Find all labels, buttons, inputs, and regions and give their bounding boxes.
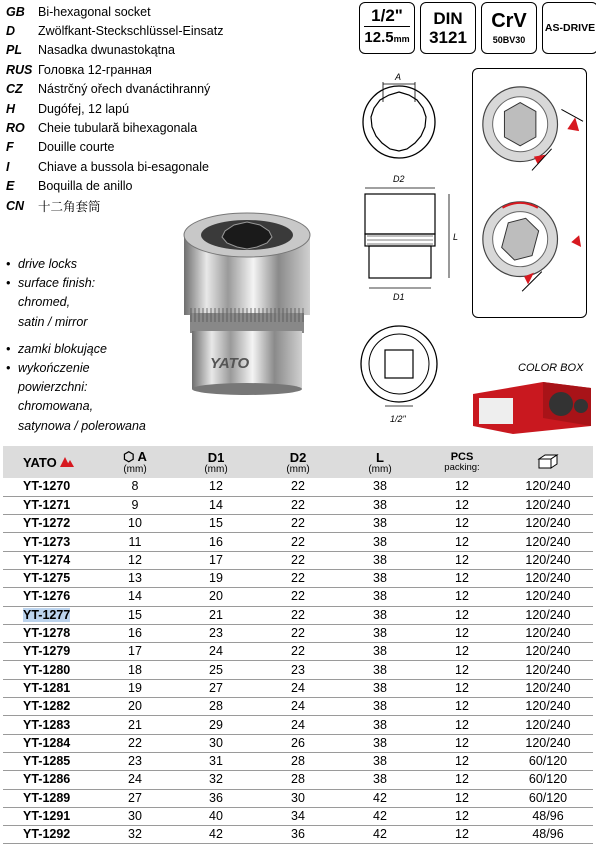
- cell-a: 10: [95, 515, 175, 533]
- cell-l: 38: [339, 515, 421, 533]
- cell-pcs: 12: [421, 716, 503, 734]
- table-row: [3, 807, 593, 825]
- cell-d2: 28: [257, 752, 339, 770]
- product-code: YT-1276: [23, 589, 71, 604]
- language-row: [6, 80, 356, 99]
- product-code: YT-1279: [23, 644, 71, 659]
- drive-size-badge: 1/2" 12.5mm: [359, 2, 415, 54]
- cell-l: 38: [339, 752, 421, 770]
- cell-l: 42: [339, 826, 421, 844]
- language-name: 十二角套筒: [38, 199, 101, 214]
- cell-pack: 60/120: [503, 771, 593, 789]
- cell-pack: 48/96: [503, 807, 593, 825]
- language-code: CZ: [6, 82, 23, 97]
- as-drive-diagram: [472, 68, 587, 318]
- socket-photo: [172, 205, 322, 395]
- language-code: H: [6, 101, 16, 116]
- cell-pcs: 12: [421, 624, 503, 642]
- cell-d1: 19: [175, 569, 257, 587]
- cell-a: 30: [95, 807, 175, 825]
- cell-pack: 120/240: [503, 698, 593, 716]
- table-row: [3, 661, 593, 679]
- cell-d1: 21: [175, 606, 257, 624]
- language-code: GB: [6, 4, 25, 19]
- cell-a: 13: [95, 569, 175, 587]
- cell-pack: 120/240: [503, 716, 593, 734]
- product-code: YT-1289: [23, 790, 71, 805]
- cell-pack: 120/240: [503, 661, 593, 679]
- language-row: [6, 60, 356, 79]
- language-code: I: [6, 159, 10, 174]
- cell-code: [3, 606, 95, 624]
- table-header: [3, 446, 593, 478]
- cell-pcs: 12: [421, 771, 503, 789]
- table-row: [3, 789, 593, 807]
- feature-item: powierzchni:: [18, 380, 88, 395]
- language-code: CN: [6, 198, 25, 213]
- cell-d2: 22: [257, 606, 339, 624]
- cell-a: 8: [95, 478, 175, 496]
- feature-item: • wykończenie: [6, 361, 90, 376]
- spec-table: [3, 446, 593, 844]
- cell-pcs: 12: [421, 789, 503, 807]
- svg-text:A: A: [395, 72, 402, 82]
- product-code: YT-1282: [23, 699, 71, 714]
- table-row: [3, 515, 593, 533]
- table-row: [3, 551, 593, 569]
- svg-text:L: L: [453, 232, 459, 242]
- header-l: L (mm): [339, 446, 421, 478]
- table-row: [3, 533, 593, 551]
- cell-l: 38: [339, 588, 421, 606]
- product-code: YT-1285: [23, 754, 71, 769]
- cell-d2: 22: [257, 624, 339, 642]
- cell-pcs: 12: [421, 478, 503, 496]
- language-list: [6, 2, 356, 215]
- cell-pcs: 12: [421, 588, 503, 606]
- cell-pcs: 12: [421, 807, 503, 825]
- material-badge: CrV 50BV30: [481, 2, 537, 54]
- cell-a: 12: [95, 551, 175, 569]
- cell-pack: 120/240: [503, 588, 593, 606]
- cell-d2: 22: [257, 588, 339, 606]
- product-code: YT-1286: [23, 772, 71, 787]
- cell-l: 38: [339, 716, 421, 734]
- cell-d2: 34: [257, 807, 339, 825]
- feature-item: satynowa / polerowana: [18, 418, 146, 433]
- cell-code: [3, 515, 95, 533]
- cell-d2: 26: [257, 734, 339, 752]
- language-row: [6, 138, 356, 157]
- cell-d2: 22: [257, 551, 339, 569]
- cell-pack: 120/240: [503, 734, 593, 752]
- cell-a: 27: [95, 789, 175, 807]
- cell-l: 42: [339, 807, 421, 825]
- cell-pack: 120/240: [503, 679, 593, 697]
- box-icon: [537, 453, 559, 469]
- svg-text:D1: D1: [393, 292, 405, 302]
- spec-badges: [359, 2, 596, 54]
- cell-d2: 36: [257, 826, 339, 844]
- cell-pack: 60/120: [503, 789, 593, 807]
- table-row: [3, 624, 593, 642]
- cell-code: [3, 661, 95, 679]
- cell-d1: 16: [175, 533, 257, 551]
- cell-pcs: 12: [421, 533, 503, 551]
- product-code: YT-1280: [23, 662, 71, 677]
- product-code: YT-1281: [23, 680, 71, 695]
- table-row: [3, 496, 593, 514]
- cell-pack: 120/240: [503, 643, 593, 661]
- svg-text:1/2": 1/2": [390, 414, 406, 424]
- feature-item: chromed,: [18, 295, 71, 310]
- cell-d2: 22: [257, 478, 339, 496]
- cell-d2: 24: [257, 679, 339, 697]
- cell-pcs: 12: [421, 661, 503, 679]
- cell-pack: 120/240: [503, 533, 593, 551]
- table-row: [3, 478, 593, 496]
- cell-a: 14: [95, 588, 175, 606]
- cell-l: 38: [339, 679, 421, 697]
- language-name: Bi-hexagonal socket: [38, 4, 151, 19]
- colorbox-image: [473, 376, 591, 434]
- cell-pcs: 12: [421, 606, 503, 624]
- cell-a: 15: [95, 606, 175, 624]
- cell-a: 32: [95, 826, 175, 844]
- header-box: [503, 446, 593, 478]
- language-name: Boquilla de anillo: [38, 179, 133, 194]
- cell-d1: 27: [175, 679, 257, 697]
- cell-a: 22: [95, 734, 175, 752]
- table-row: [3, 569, 593, 587]
- cell-pcs: 12: [421, 698, 503, 716]
- product-code: YT-1278: [23, 626, 71, 641]
- cell-pcs: 12: [421, 643, 503, 661]
- table-row: [3, 716, 593, 734]
- feature-item: • drive locks: [6, 257, 78, 271]
- table-row: [3, 752, 593, 770]
- table-row: [3, 679, 593, 697]
- language-row: [6, 21, 356, 40]
- cell-l: 38: [339, 569, 421, 587]
- svg-text:YATO: YATO: [210, 355, 250, 372]
- cell-l: 38: [339, 606, 421, 624]
- cell-l: 38: [339, 661, 421, 679]
- cell-l: 38: [339, 771, 421, 789]
- cell-pack: 48/96: [503, 826, 593, 844]
- cell-a: 23: [95, 752, 175, 770]
- cell-d1: 42: [175, 826, 257, 844]
- as-drive-badge: AS-DRIVE: [542, 2, 596, 54]
- language-code: D: [6, 24, 16, 39]
- language-code: E: [6, 179, 15, 194]
- cell-l: 42: [339, 789, 421, 807]
- cell-pack: 120/240: [503, 515, 593, 533]
- language-name: Cheie tubulară bihexagonala: [38, 121, 198, 136]
- cell-code: [3, 551, 95, 569]
- cell-d2: 24: [257, 698, 339, 716]
- cell-d2: 22: [257, 643, 339, 661]
- cell-d2: 22: [257, 569, 339, 587]
- cell-code: [3, 716, 95, 734]
- cell-pcs: 12: [421, 569, 503, 587]
- cell-d2: 30: [257, 789, 339, 807]
- yato-logo-icon: [60, 457, 74, 467]
- cell-code: [3, 643, 95, 661]
- cell-d2: 22: [257, 515, 339, 533]
- header-d2: D2 (mm): [257, 446, 339, 478]
- product-code: YT-1274: [23, 552, 71, 567]
- cell-l: 38: [339, 496, 421, 514]
- brand-header: YATO: [3, 446, 95, 478]
- cell-pack: 120/240: [503, 569, 593, 587]
- cell-l: 38: [339, 643, 421, 661]
- cell-code: [3, 533, 95, 551]
- cell-code: [3, 624, 95, 642]
- language-code: F: [6, 140, 14, 155]
- cell-a: 20: [95, 698, 175, 716]
- cell-a: 16: [95, 624, 175, 642]
- header-d1: D1 (mm): [175, 446, 257, 478]
- language-code: RO: [6, 121, 25, 136]
- cell-d1: 15: [175, 515, 257, 533]
- language-name: Nástrčný ořech dvanáctihranný: [38, 82, 211, 97]
- language-code: PL: [6, 43, 22, 58]
- cell-pack: 60/120: [503, 752, 593, 770]
- cell-code: [3, 752, 95, 770]
- cell-d1: 23: [175, 624, 257, 642]
- cell-pcs: 12: [421, 734, 503, 752]
- cell-d2: 24: [257, 716, 339, 734]
- language-name: Zwölfkant-Steckschlüssel-Einsatz: [38, 24, 224, 39]
- feature-item: chromowana,: [18, 399, 94, 414]
- cell-code: [3, 807, 95, 825]
- cell-pack: 120/240: [503, 551, 593, 569]
- language-name: Головка 12-гранная: [38, 62, 152, 77]
- cell-d1: 40: [175, 807, 257, 825]
- product-code: YT-1277: [23, 607, 71, 622]
- product-code: YT-1272: [23, 516, 71, 531]
- product-code: YT-1291: [23, 808, 71, 823]
- cell-code: [3, 569, 95, 587]
- cell-d1: 14: [175, 496, 257, 514]
- cell-a: 21: [95, 716, 175, 734]
- cell-d1: 28: [175, 698, 257, 716]
- product-code: YT-1292: [23, 827, 71, 842]
- cell-pcs: 12: [421, 826, 503, 844]
- language-name: Nasadka dwunastokątna: [38, 43, 175, 58]
- cell-pcs: 12: [421, 515, 503, 533]
- cell-d1: 24: [175, 643, 257, 661]
- product-code: YT-1284: [23, 735, 71, 750]
- feature-item: • surface finish:: [6, 276, 96, 291]
- technical-drawings: [355, 70, 465, 430]
- svg-text:D2: D2: [393, 174, 405, 184]
- language-row: [6, 2, 356, 21]
- cell-d2: 22: [257, 533, 339, 551]
- cell-code: [3, 771, 95, 789]
- cell-pack: 120/240: [503, 624, 593, 642]
- cell-code: [3, 478, 95, 496]
- cell-l: 38: [339, 551, 421, 569]
- cell-d1: 31: [175, 752, 257, 770]
- cell-l: 38: [339, 698, 421, 716]
- cell-code: [3, 734, 95, 752]
- socket-icon: ⬡: [123, 449, 138, 464]
- cell-pack: 120/240: [503, 496, 593, 514]
- cell-l: 38: [339, 624, 421, 642]
- cell-l: 38: [339, 734, 421, 752]
- language-row: [6, 118, 356, 137]
- colorbox-label: COLOR BOX: [518, 362, 584, 374]
- cell-d1: 30: [175, 734, 257, 752]
- cell-l: 38: [339, 478, 421, 496]
- cell-pack: 120/240: [503, 478, 593, 496]
- cell-pcs: 12: [421, 679, 503, 697]
- cell-code: [3, 698, 95, 716]
- cell-code: [3, 496, 95, 514]
- cell-code: [3, 588, 95, 606]
- product-code: YT-1271: [23, 497, 71, 512]
- product-code: YT-1270: [23, 479, 71, 494]
- language-name: Chiave a bussola bi-esagonale: [38, 159, 209, 174]
- language-row: [6, 99, 356, 118]
- feature-item: • zamki blokujące: [6, 341, 107, 356]
- product-code: YT-1283: [23, 717, 71, 732]
- product-code: YT-1273: [23, 534, 71, 549]
- language-row: [6, 41, 356, 60]
- cell-pcs: 12: [421, 496, 503, 514]
- cell-d1: 36: [175, 789, 257, 807]
- cell-d2: 23: [257, 661, 339, 679]
- cell-a: 17: [95, 643, 175, 661]
- table-row: [3, 606, 593, 624]
- cell-l: 38: [339, 533, 421, 551]
- header-a: ⬡ A (mm): [95, 446, 175, 478]
- language-row: [6, 177, 356, 196]
- cell-a: 9: [95, 496, 175, 514]
- language-name: Douille courte: [38, 140, 115, 155]
- table-row: [3, 588, 593, 606]
- cell-code: [3, 679, 95, 697]
- cell-d1: 25: [175, 661, 257, 679]
- cell-d2: 28: [257, 771, 339, 789]
- table-row: [3, 643, 593, 661]
- cell-a: 11: [95, 533, 175, 551]
- feature-item: satin / mirror: [18, 314, 88, 329]
- cell-a: 19: [95, 679, 175, 697]
- language-name: Dugófej, 12 lapú: [38, 101, 130, 116]
- language-code: RUS: [6, 62, 33, 77]
- cell-d2: 22: [257, 496, 339, 514]
- table-row: [3, 826, 593, 844]
- cell-code: [3, 826, 95, 844]
- cell-code: [3, 789, 95, 807]
- table-row: [3, 771, 593, 789]
- cell-pcs: 12: [421, 551, 503, 569]
- cell-d1: 32: [175, 771, 257, 789]
- cell-pack: 120/240: [503, 606, 593, 624]
- table-row: [3, 698, 593, 716]
- product-code: YT-1275: [23, 571, 71, 586]
- table-row: [3, 734, 593, 752]
- cell-d1: 20: [175, 588, 257, 606]
- cell-pcs: 12: [421, 752, 503, 770]
- din-badge: DIN 3121: [420, 2, 476, 54]
- feature-list: [6, 255, 166, 436]
- cell-d1: 12: [175, 478, 257, 496]
- language-row: [6, 157, 356, 176]
- cell-a: 18: [95, 661, 175, 679]
- cell-d1: 17: [175, 551, 257, 569]
- cell-a: 24: [95, 771, 175, 789]
- header-pcs: PCS packing:: [421, 446, 503, 478]
- cell-d1: 29: [175, 716, 257, 734]
